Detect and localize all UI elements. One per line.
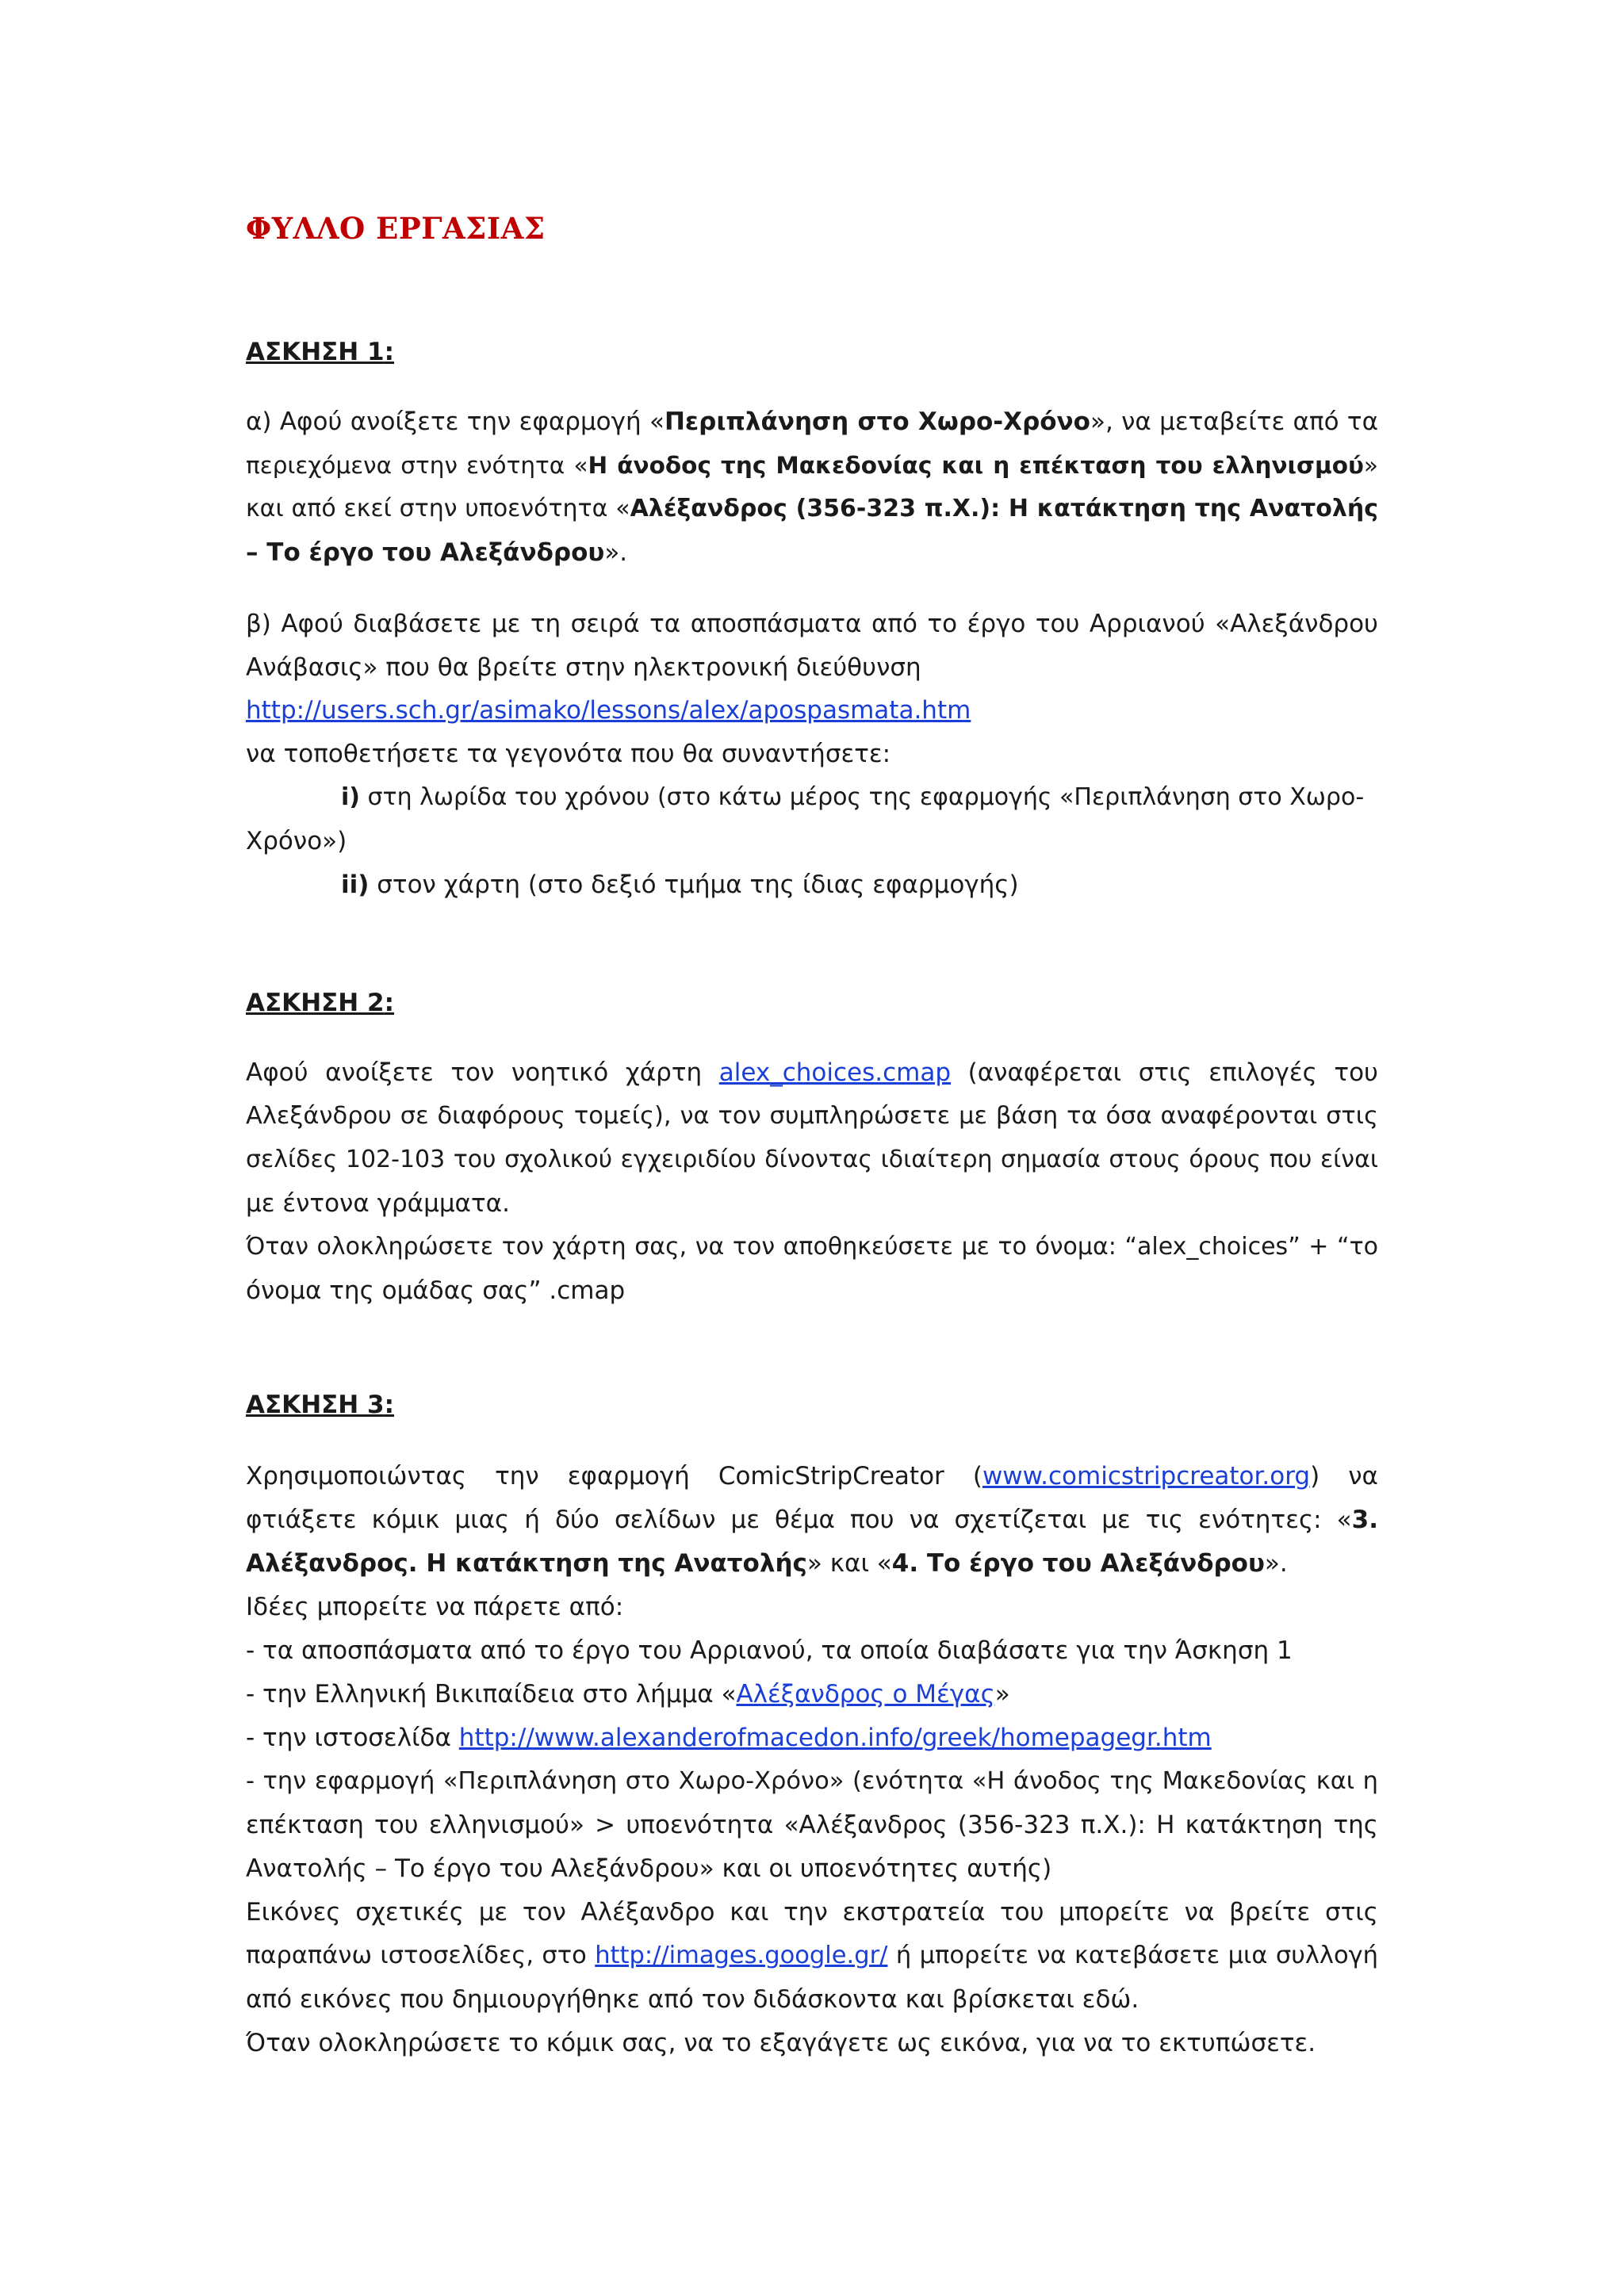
bold-app-name: Περιπλάνηση στο Χωρο-Χρόνο: [664, 408, 1090, 436]
text: παραπάνω ιστοσελίδες, στο: [246, 1942, 596, 1969]
exercise-1b-line-4: να τοποθετήσετε τα γεγονότα που θα συναντήσετε:: [246, 740, 891, 768]
exercise-1a-line-1: [246, 406, 1378, 438]
exercise-3-heading: ΑΣΚΗΣΗ 3:: [246, 1391, 395, 1419]
text: ».: [1264, 1549, 1288, 1578]
exercise-3-line-11: Εικόνες σχετικές με τον Αλέξανδρο και την εκστρατεία του μπορείτε να βρείτε στις: [246, 1898, 1378, 1927]
exercise-3-line-9: επέκταση του ελληνισμού» > υποενότητα «Αλέξανδρος (356-323 π.Χ.): Η κατάκτηση της: [246, 1811, 1378, 1839]
text: περιεχόμενα στην ενότητα «: [246, 452, 588, 479]
exercise-2-heading: ΑΣΚΗΣΗ 2:: [246, 989, 395, 1017]
exercise-3-line-7: [246, 1722, 1378, 1754]
text: - την ιστοσελίδα: [246, 1724, 459, 1752]
exercise-1b-item-i: [246, 782, 1378, 813]
exercise-1a-line-4: [246, 537, 1378, 568]
google-images-link[interactable]: http://images.google.gr/: [595, 1942, 888, 1969]
exercise-3-line-8: - την εφαρμογή «Περιπλάνηση στο Χωρο-Χρόνο» (ενότητα «Η άνοδος της Μακεδονίας και η: [246, 1767, 1378, 1795]
exercise-3-line-13: από εικόνες που δημιουργήθηκε από τον διδάσκοντα και βρίσκεται εδώ.: [246, 1985, 1139, 2014]
bold-section-name: Η άνοδος της Μακεδονίας και η επέκταση του ελληνισμού: [588, 452, 1364, 479]
bold-unit-number: 3.: [1351, 1506, 1378, 1534]
exercise-3-line-4: Ιδέες μπορείτε να πάρετε από:: [246, 1593, 624, 1621]
wikipedia-link[interactable]: Αλέξανδρος ο Μέγας: [736, 1680, 995, 1709]
exercise-2-line-5: Όταν ολοκληρώσετε τον χάρτη σας, να τον αποθηκεύσετε με το όνομα: “alex_choices” + “το: [246, 1233, 1378, 1261]
exercise-2-line-6: όνομα της ομάδας σας” .cmap: [246, 1276, 626, 1305]
text: Αφού ανοίξετε τον νοητικό χάρτη: [246, 1058, 719, 1087]
alexanderofmacedon-link[interactable]: http://www.alexanderofmacedon.info/greek/homepagegr.htm: [458, 1724, 1212, 1752]
exercise-3-line-2: [246, 1504, 1378, 1536]
exercise-3-line-6: [246, 1678, 1378, 1710]
text: - την Ελληνική Βικιπαίδεια στο λήμμα «: [246, 1680, 737, 1709]
text: φτιάξετε κόμικ μιας ή δύο σελίδων με θέμα που να σχετίζεται με τις ενότητες: «: [246, 1506, 1352, 1534]
text: στη λωρίδα του χρόνου (στο κάτω μέρος της εφαρμογής «Περιπλάνηση στο Χωρο-: [360, 783, 1365, 811]
exercise-1-heading-text: ΑΣΚΗΣΗ 1: [246, 338, 385, 366]
exercise-2-heading-text: ΑΣΚΗΣΗ 2: [246, 989, 385, 1017]
exercise-2-line-2: Αλεξάνδρου σε διαφόρους τομείς), να τον συμπληρώσετε με βάση τα όσα αναφέρονται στις: [246, 1102, 1378, 1130]
text: Χρησιμοποιώντας την εφαρμογή ComicStripCreator (: [246, 1462, 982, 1490]
exercise-1a-line-2: [246, 450, 1378, 481]
exercise-3-line-3: [246, 1548, 1378, 1579]
exercise-3-line-5: - τα αποσπάσματα από το έργο του Αρριανού, τα οποία διαβάσατε για την Άσκηση 1: [246, 1636, 1293, 1665]
bold-subsection-name-cont: – Το έργο του Αλεξάνδρου: [246, 538, 605, 567]
exercise-1a-line-3: [246, 493, 1378, 525]
text: α) Αφού ανοίξετε την εφαρμογή «: [246, 408, 665, 436]
text: », να μεταβείτε από τα: [1090, 408, 1379, 436]
item-label: i): [341, 783, 360, 811]
text: »: [1363, 452, 1378, 479]
text: ) να: [1310, 1462, 1378, 1490]
comicstripcreator-link[interactable]: www.comicstripcreator.org: [982, 1462, 1311, 1490]
text: και από εκεί στην υποενότητα «: [246, 495, 630, 522]
exercise-1b-link-line: [246, 695, 1378, 726]
exercise-3-line-12: [246, 1940, 1378, 1972]
apospasmata-link[interactable]: http://users.sch.gr/asimako/lessons/alex/apospasmata.htm: [246, 696, 971, 725]
exercise-1b-item-i-cont: Χρόνο»): [246, 827, 347, 855]
exercise-2-line-3: σελίδες 102-103 του σχολικού εγχειριδίου δίνοντας ιδιαίτερη σημασία στους όρους που είναι: [246, 1146, 1378, 1173]
exercise-3-line-14: Όταν ολοκληρώσετε το κόμικ σας, να το εξαγάγετε ως εικόνα, για να το εκτυπώσετε.: [246, 2029, 1316, 2057]
item-label: ii): [341, 871, 370, 899]
exercise-2-line-4: με έντονα γράμματα.: [246, 1189, 510, 1218]
exercise-1-heading: ΑΣΚΗΣΗ 1:: [246, 338, 395, 366]
text: (αναφέρεται στις επιλογές του: [951, 1058, 1378, 1087]
text: ».: [604, 538, 628, 567]
cmap-link[interactable]: alex_choices.cmap: [718, 1058, 952, 1087]
exercise-2-line-1: [246, 1057, 1378, 1089]
exercise-3-line-10: Ανατολής – Το έργο του Αλεξάνδρου» και οι υποενότητες αυτής): [246, 1854, 1052, 1883]
bold-subsection-name: Αλέξανδρος (356-323 π.Χ.): Η κατάκτηση της Ανατολής: [630, 495, 1378, 522]
text: στον χάρτη (στο δεξιό τμήμα της ίδιας εφαρμογής): [369, 871, 1019, 899]
exercise-1b-item-ii: [246, 869, 1378, 901]
exercise-1b-line-1: β) Αφού διαβάσετε με τη σειρά τα αποσπάσματα από το έργο του Αρριανού «Αλεξάνδρου: [246, 610, 1378, 638]
text: »: [994, 1680, 1010, 1709]
bold-unit-title: Αλέξανδρος. Η κατάκτηση της Ανατολής: [246, 1549, 807, 1578]
exercise-3-heading-text: ΑΣΚΗΣΗ 3: [246, 1391, 385, 1419]
bold-unit-title: 4. Το έργο του Αλεξάνδρου: [891, 1549, 1265, 1578]
text: » και «: [806, 1549, 892, 1578]
page-title: ΦΥΛΛΟ ΕΡΓΑΣΙΑΣ: [246, 211, 546, 246]
exercise-3-line-1: [246, 1460, 1378, 1492]
exercise-1b-line-2: Ανάβασις» που θα βρείτε στην ηλεκτρονική διεύθυνση: [246, 653, 921, 682]
text: ή μπορείτε να κατεβάσετε μια συλλογή: [887, 1942, 1378, 1969]
